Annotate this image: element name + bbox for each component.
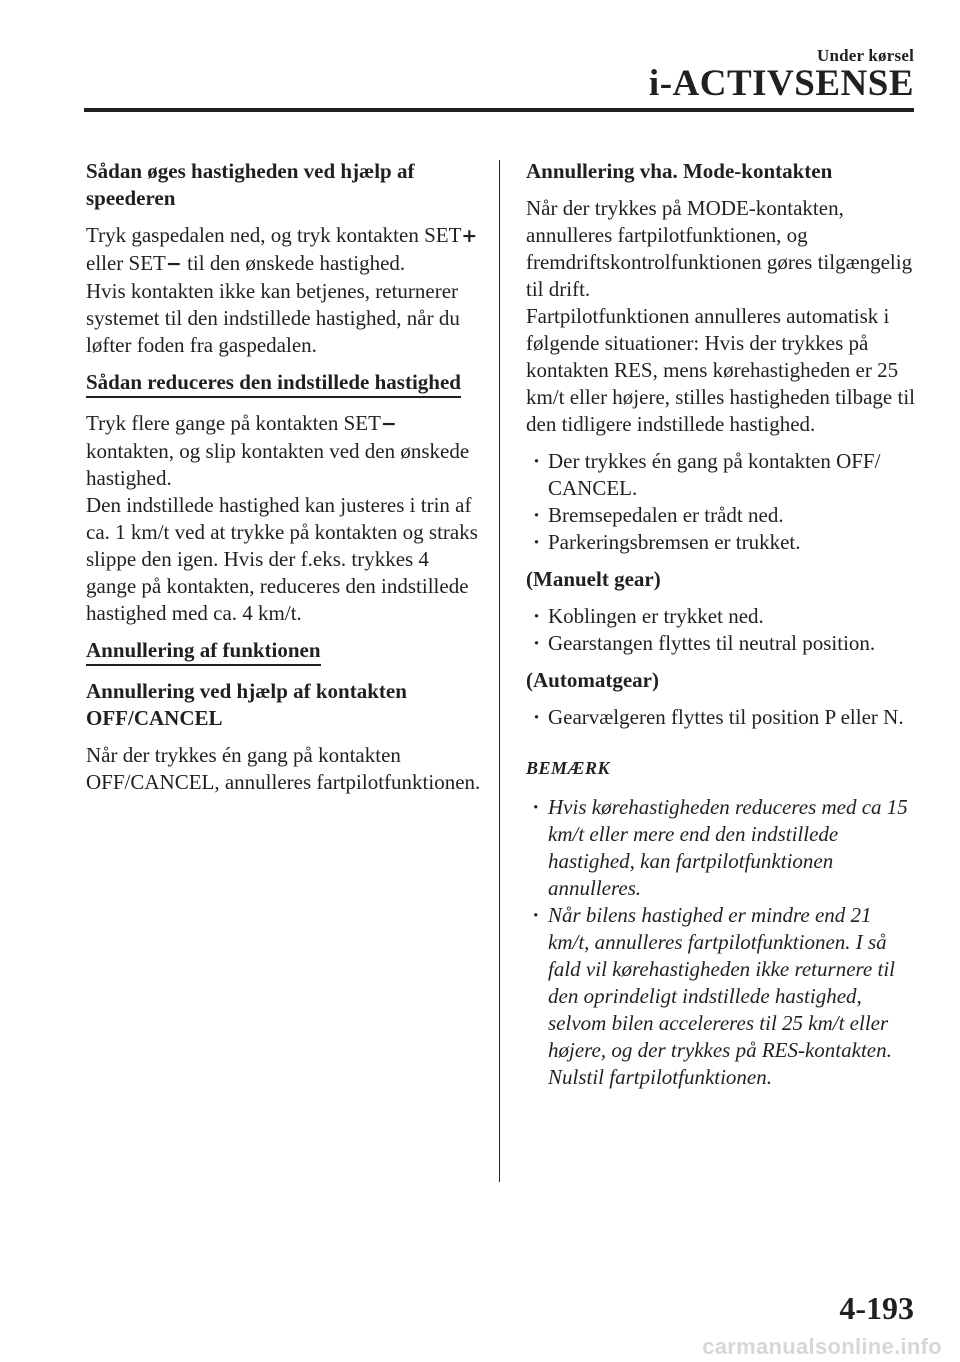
note-heading: BEMÆRK: [526, 758, 611, 778]
bullet-list-manual: [526, 603, 918, 657]
paragraph-mode: [526, 195, 918, 438]
section-label: Under kørsel: [816, 46, 914, 65]
text-fragment: eller SET: [86, 251, 166, 275]
list-item: · Bremsepedalen er trådt ned.: [526, 502, 918, 529]
page-number: 4-193: [839, 1290, 914, 1326]
list-item: · Når bilens hastighed er mindre end 21 km/t, annulleres fartpilotfunktionen. I så fald vil kørehastigheden ikke returnere til den oprindeligt indstillede hastighed, selvom bilen accelereres til 25 km/t eller højere, og der trykkes på RES-kontakten. Nulstil fartpilotfunktionen.: [526, 902, 918, 1091]
list-item: · Gearvælgeren flyttes til position P eller N.: [526, 704, 918, 731]
text-fragment: Fartpilotfunktionen annulleres automatisk i følgende situationer: Hvis der trykkes på kontakten RES, mens kørehastigheden er 25 km/t eller højere, stilles hastigheden tilbage til den tidligere indstillede hastighed.: [526, 304, 915, 436]
list-item: · Hvis kørehastigheden reduceres med ca 15 km/t eller mere end den indstillede hastighed, kan fartpilotfunktionen annulleres.: [526, 794, 918, 902]
list-item: · Koblingen er trykket ned.: [526, 603, 918, 630]
column-divider: [499, 160, 500, 1182]
chapter-title: i-ACTIVSENSE: [648, 63, 914, 104]
note-list: [526, 794, 918, 1091]
right-column: [526, 158, 918, 1101]
heading-cancel-function-text: Annullering af funktionen: [86, 638, 321, 666]
paragraph-increase-speed: [86, 222, 481, 359]
text-fragment: kontakten, og slip kontakten ved den ønskede hastighed.: [86, 439, 470, 490]
left-column: [86, 158, 481, 806]
paragraph-reduce-speed: [86, 410, 481, 627]
text-fragment: Den indstillede hastighed kan justeres i trin af ca. 1 km/t ved at trykke på kontakten og straks slippe den igen. Hvis der f.eks. trykkes 4 gange på kontakten, reduceres den indstillede hastighed med ca. 4 km/t.: [86, 493, 478, 625]
minus-icon: −: [380, 413, 397, 435]
list-item: · Gearstangen flyttes til neutral position.: [526, 630, 918, 657]
plus-icon: +: [461, 225, 478, 247]
heading-reduce-speed: [86, 369, 481, 396]
bullet-list-automatic: [526, 704, 918, 731]
minus-icon: −: [165, 253, 182, 275]
text-fragment: Tryk flere gange på kontakten SET: [86, 411, 381, 435]
heading-cancel-mode: Annullering vha. Mode-kontakten: [526, 159, 833, 183]
list-item: · Der trykkes én gang på kontakten OFF/ CANCEL.: [526, 448, 918, 502]
text-fragment: til den ønskede hastighed.: [181, 251, 406, 275]
heading-reduce-speed-text: Sådan reduceres den indstillede hastighed: [86, 370, 461, 398]
bullet-list-conditions: [526, 448, 918, 556]
text-fragment: Hvis kontakten ikke kan betjenes, returnerer systemet til den indstillede hastighed, når du løfter foden fra gaspedalen.: [86, 279, 460, 357]
heading-manual-gear: (Manuelt gear): [526, 567, 661, 591]
watermark: carmanualsonline.info: [702, 1334, 942, 1359]
paragraph-cancel-off-cancel: Når der trykkes én gang på kontakten OFF/CANCEL, annulleres fartpilotfunktionen.: [86, 743, 481, 794]
text-fragment: Når der trykkes på MODE-kontakten, annulleres fartpilotfunktionen, og fremdriftskontrolfunktionen gøres tilgængelig til drift.: [526, 196, 913, 301]
heading-cancel-off-cancel: Annullering ved hjælp af kontakten OFF/CANCEL: [86, 679, 407, 730]
text-fragment: Tryk gaspedalen ned, og tryk kontakten SET: [86, 223, 462, 247]
heading-automatic-gear: (Automatgear): [526, 668, 659, 692]
list-item: · Parkeringsbremsen er trukket.: [526, 529, 918, 556]
heading-cancel-function: [86, 637, 481, 664]
heading-increase-speed: Sådan øges hastigheden ved hjælp af speederen: [86, 159, 415, 210]
header-rule: [84, 108, 914, 112]
